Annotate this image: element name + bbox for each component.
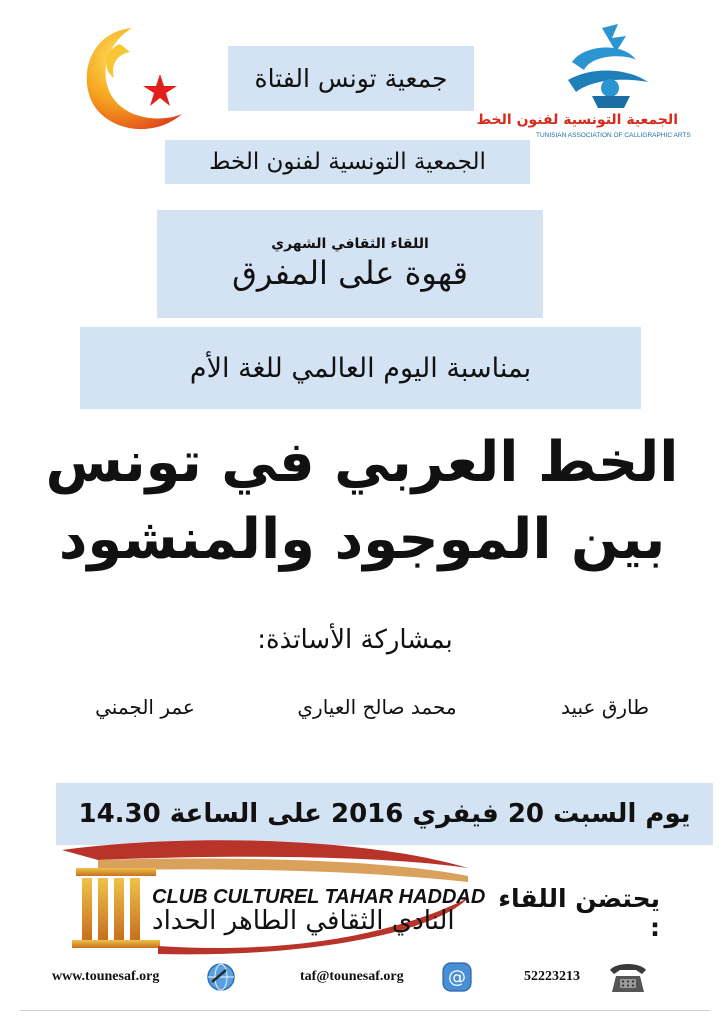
phone-number: 52223213 — [524, 969, 580, 984]
main-title-line-1: الخط العربي في تونس — [45, 430, 679, 495]
email-link[interactable]: taf@tounesaf.org — [300, 969, 404, 984]
participants-label: بمشاركة الأساتذة: — [257, 625, 453, 655]
globe-icon[interactable] — [206, 962, 236, 992]
meeting-title: قهوة على المفرق — [232, 254, 468, 292]
at-sign-icon[interactable] — [442, 962, 472, 992]
event-date-bar — [56, 783, 713, 845]
star-icon — [143, 74, 177, 106]
meeting-box — [157, 210, 543, 318]
crescent-star-logo — [74, 22, 204, 142]
svg-text:@: @ — [448, 967, 466, 988]
telephone-icon — [606, 960, 650, 994]
speaker-1: طارق عبيد — [560, 695, 650, 719]
event-date-text: يوم السبت 20 فيفري 2016 على الساعة 14.30 — [78, 799, 691, 829]
speaker-3: عمر الجمني — [95, 695, 195, 719]
club-name-english: CLUB CULTUREL TAHAR HADDAD — [152, 886, 486, 908]
club-name-arabic: النادي الثقافي الطاهر الحداد — [152, 906, 455, 936]
calligraphy-association-text: الجمعية التونسية لفنون الخط — [209, 149, 486, 175]
organization-name — [228, 46, 474, 111]
main-title-line-2: بين الموجود والمنشود — [58, 507, 666, 572]
meeting-subtitle: اللقاء الثقافي الشهري — [271, 236, 429, 252]
calligraphy-emblem-icon — [532, 22, 682, 114]
footer-divider — [20, 1010, 710, 1011]
organization-name-text: جمعية تونس الفتاة — [254, 64, 448, 93]
occasion-text: بمناسبة اليوم العالمي للغة الأم — [189, 352, 532, 384]
association-logo-arabic: الجمعية التونسية لفنون الخط — [476, 112, 678, 128]
host-label: يحتضن اللقاء : — [498, 884, 660, 942]
website-link[interactable]: www.tounesaf.org — [52, 969, 160, 984]
occasion-box — [80, 327, 641, 409]
speaker-2: محمد صالح العياري — [297, 695, 457, 719]
calligraphy-association-name — [165, 140, 530, 184]
association-logo — [476, 22, 691, 150]
association-logo-english: TUNISIAN ASSOCIATION OF CALLIGRAPHIC ARTS — [536, 132, 691, 139]
